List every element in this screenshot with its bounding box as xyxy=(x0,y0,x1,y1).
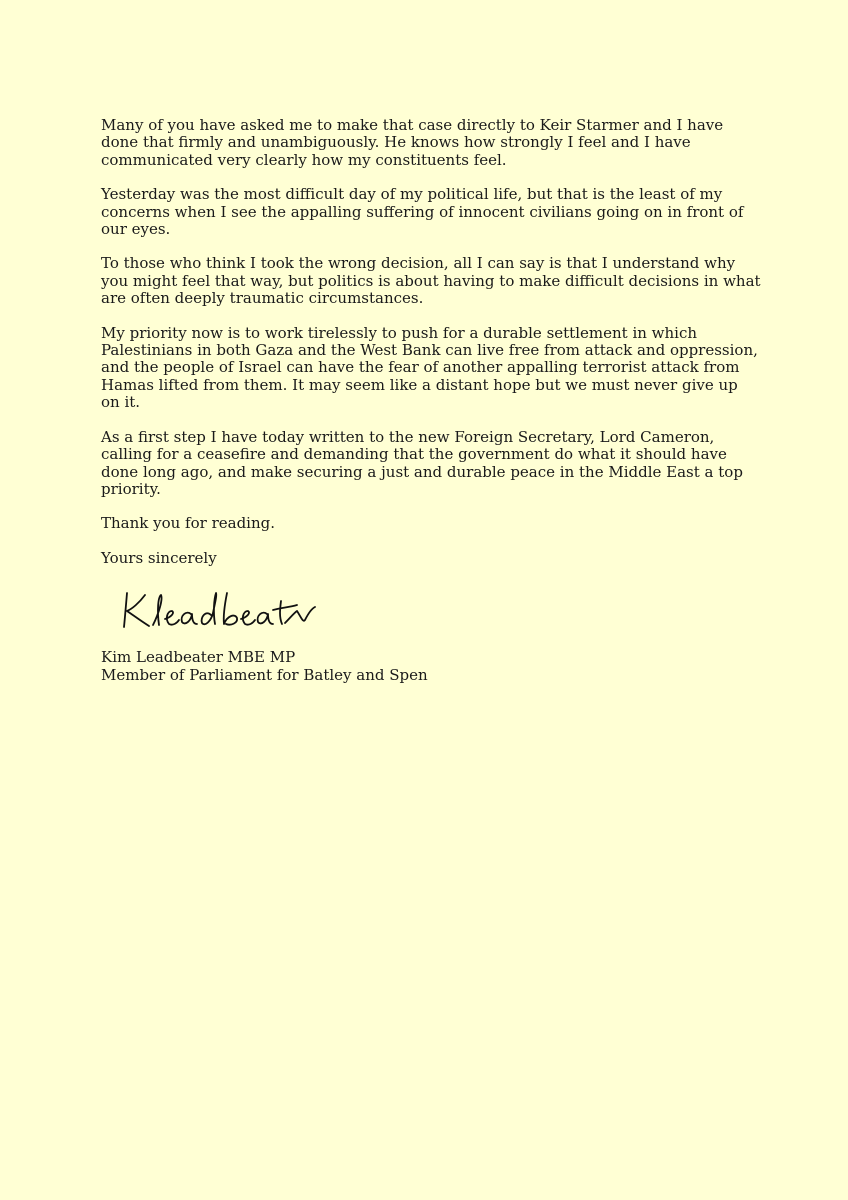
paragraph-4: My priority now is to work tirelessly to push for a durable settlement in which Palestinians in both Gaza and the West Bank can live free from attack and oppression, and the people of Israel can have the fear of another appalling terrorist attack from Hamas lifted from them. It may seem like a distant hope but we must never give up on it. xyxy=(101,323,758,412)
letter-body xyxy=(101,117,761,684)
signatory-role: Member of Parliament for Batley and Spen xyxy=(101,665,428,684)
paragraph-1: Many of you have asked me to make that case directly to Keir Starmer and I have done that firmly and unambiguously. He knows how strongly I feel and I have communicated very clearly how my constituents feel. xyxy=(101,116,724,169)
paragraph-2: Yesterday was the most difficult day of my political life, but that is the least of my concerns when I see the appalling suffering of innocent civilians going on in front of our eyes. xyxy=(101,185,744,239)
signatory-name: Kim Leadbeater MBE MP xyxy=(101,648,296,667)
signatory-block xyxy=(101,649,761,684)
thanks-line: Thank you for reading. xyxy=(101,514,276,533)
paragraph-3: To those who think I took the wrong decision, all I can say is that I understand why you might feel that way, but politics is about having to make difficult decisions in what are often deeply traumatic circumstances. xyxy=(101,254,761,308)
sign-off: Yours sincerely xyxy=(101,548,217,567)
handwritten-signature xyxy=(115,583,405,639)
paragraph-5: As a first step I have today written to the new Foreign Secretary, Lord Cameron, calling for a ceasefire and demanding that the government do what it should have done long ago, and make securing a just and durable peace in the Middle East a top priority. xyxy=(101,427,743,498)
